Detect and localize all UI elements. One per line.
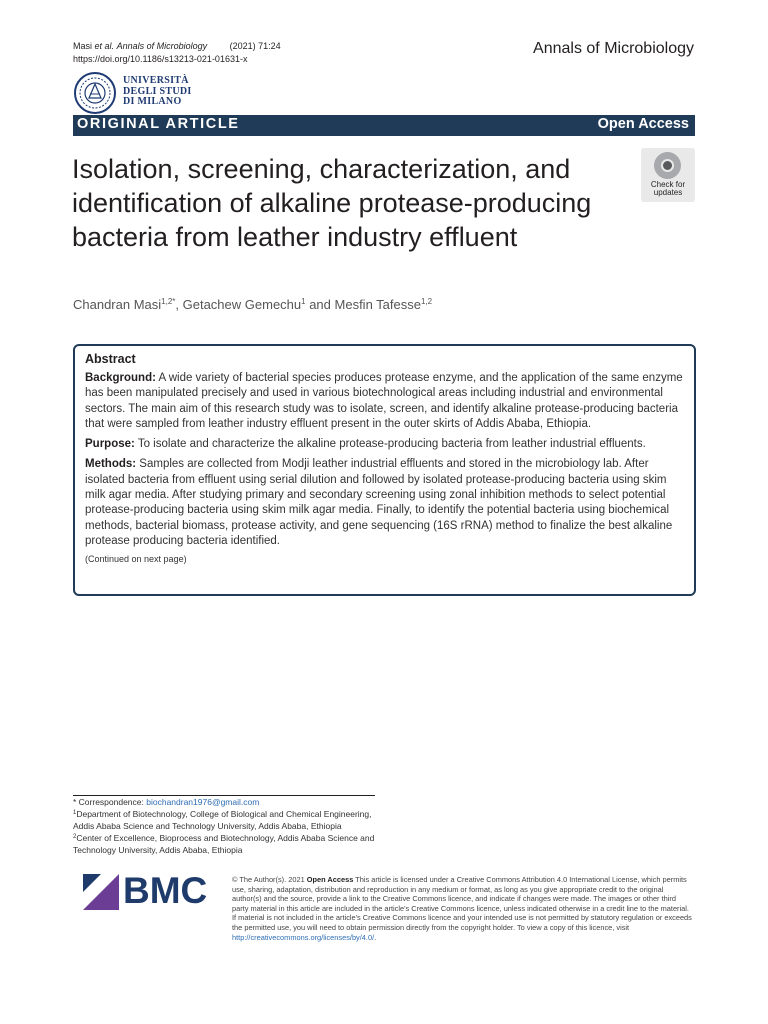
author-separator: , <box>175 297 183 312</box>
purpose-text: To isolate and characterize the alkaline protease-producing bacteria from leather industrial effluents. <box>134 438 646 451</box>
check-updates-icon <box>654 152 681 179</box>
check-updates-line2: updates <box>653 188 683 197</box>
license-suffix: . <box>374 932 377 942</box>
bmc-logo-text: BMC <box>123 870 208 911</box>
university-seal-icon <box>73 71 117 115</box>
bmc-logo <box>83 872 218 912</box>
methods-text: Samples are collected from Modji leather industrial effluents and stored in the microbiology lab. After isolated bacteria from effluent using serial dilution and followed by isolated protease-producing bacteria using skim milk agar media. After studying primary and secondary screening using zonal inhibition methods to select potential protease-producing bacteria using skim milk agar media. Finally, to identify the potential bacteria using biochemical methods, bacterial biomass, protease activity, and gene sequencing (16S rRNA) method to finalize the best alkaline protease producing bacteria identified. <box>85 458 673 547</box>
continued-note: (Continued on next page) <box>85 554 187 565</box>
article-title: Isolation, screening, characterization, and identification of alkaline protease-producing bacteria from leather industry effluent <box>72 154 592 252</box>
article-type-label: ORIGINAL ARTICLE <box>77 116 240 132</box>
affiliation-2 <box>73 832 378 856</box>
affiliation-1-sup: 1 <box>73 810 77 816</box>
abstract-box <box>73 344 696 596</box>
license-text <box>232 875 692 942</box>
author-affiliation-sup: 1,2 <box>420 297 433 306</box>
doi-link[interactable]: https://doi.org/10.1186/s13213-021-01631-x <box>73 54 248 64</box>
university-name-line3: DI MILANO <box>123 96 182 107</box>
university-name-line1: UNIVERSITÀ <box>123 75 189 86</box>
abstract-purpose <box>85 437 684 452</box>
citation-journal: Annals of Microbiology <box>116 41 208 51</box>
license-url-link[interactable]: http://creativecommons.org/licenses/by/4.0/ <box>232 932 375 942</box>
author-name: Chandran Masi <box>73 297 162 312</box>
university-logo <box>73 71 248 115</box>
affiliation-2-text: Center of Excellence, Bioprocess and Biotechnology, Addis Ababa Science and Technology University, Addis Ababa, Ethiopia <box>73 833 375 855</box>
author-name: Mesfin Tafesse <box>334 297 421 312</box>
citation-authors: Masi <box>73 41 93 51</box>
check-updates-line1: Check for <box>650 180 686 189</box>
university-name-line2: DEGLI STUDI <box>123 85 192 97</box>
purpose-label: Purpose: <box>85 438 135 451</box>
license-prefix: © The Author(s). 2021 <box>232 875 307 884</box>
correspondence-line <box>73 796 378 808</box>
background-text: A wide variety of bacterial species produces protease enzyme, and the application of the same enzyme has been manipulated precisely and used in various biotechnological areas including industrial and environmental sectors. The main aim of this research study was to isolate, screen, and identify alkaline protease-producing bacteria that were sampled from leather industry effluent present in the outer skirts of Addis Ababa, Ethiopia. <box>85 372 683 430</box>
methods-label: Methods: <box>85 458 137 471</box>
citation-year-volume: (2021) 71:24 <box>229 41 281 51</box>
license-body: This article is licensed under a Creative Commons Attribution 4.0 International License, which permits use, sharing, adaptation, distribution and reproduction in any medium or format, as long as you give appropriate credit to the original author(s) and the source, provide a link to the Creative Commons licence, and indicate if changes were made. The images or other third party material in this article are included in the article's Creative Commons licence, unless indicated otherwise in a credit line to the material. If material is not included in the article's Creative Commons licence and your intended use is not permitted by statutory regulation or exceeds the permitted use, you will need to obtain permission directly from the copyright holder. To view a copy of this licence, visit <box>232 875 692 932</box>
citation-et-al: et al. <box>94 41 115 51</box>
correspondence-label: * Correspondence: <box>73 797 147 807</box>
correspondence-email-link[interactable]: biochandran1976@gmail.com <box>146 797 260 807</box>
correspondence-block <box>73 796 378 856</box>
abstract-methods <box>85 457 684 549</box>
journal-name: Annals of Microbiology <box>533 40 694 57</box>
author-affiliation-sup: 1,2* <box>161 297 176 306</box>
affiliation-1 <box>73 808 378 832</box>
check-for-updates-badge[interactable] <box>641 148 695 202</box>
abstract-heading: Abstract <box>85 352 136 366</box>
open-access-label: Open Access <box>597 116 689 132</box>
author-name: Getachew Gemechu <box>182 297 302 312</box>
author-separator: and <box>305 297 335 312</box>
citation-line <box>73 40 281 53</box>
affiliation-1-text: Department of Biotechnology, College of Biological and Chemical Engineering, Addis Ababa Science and Technology University, Addis Ababa, Ethiopia <box>73 809 372 831</box>
license-open-access: Open Access <box>306 875 354 884</box>
background-label: Background: <box>85 372 156 384</box>
author-affiliation-sup: 1 <box>301 297 306 306</box>
article-type-banner <box>73 115 695 136</box>
affiliation-2-sup: 2 <box>73 834 77 840</box>
abstract-background <box>85 371 684 432</box>
author-list <box>73 297 432 312</box>
